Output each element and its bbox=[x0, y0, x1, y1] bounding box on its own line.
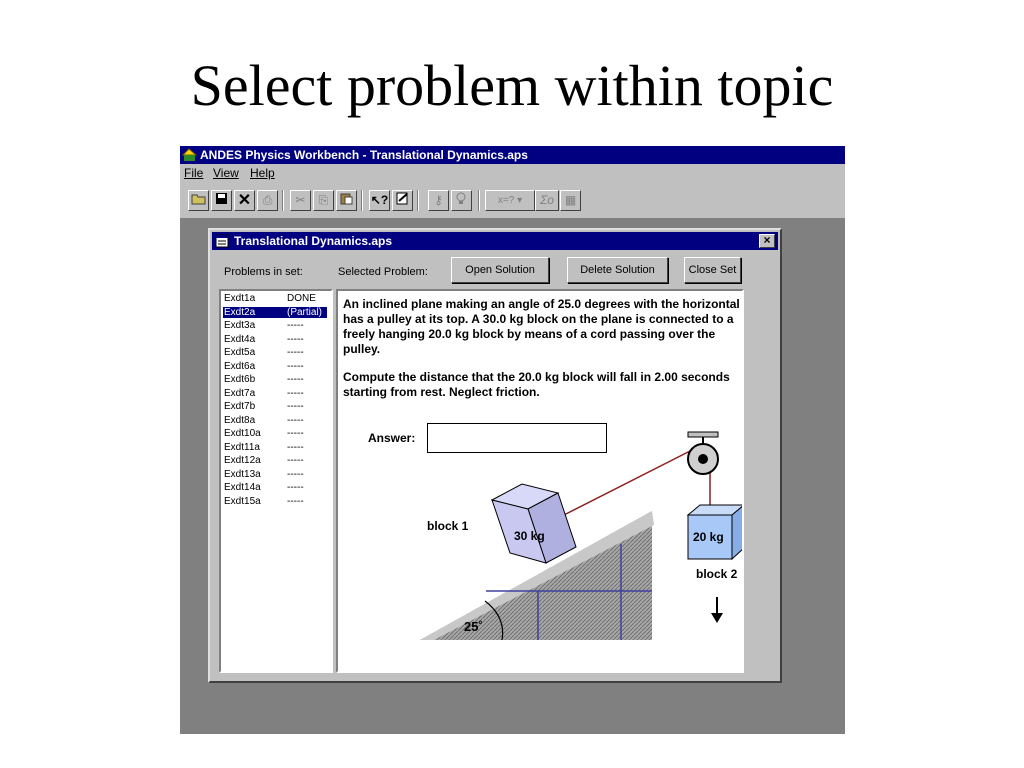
dialog-title: Translational Dynamics.aps bbox=[234, 234, 393, 248]
open-solution-button[interactable]: Open Solution bbox=[451, 257, 549, 283]
pulley-cord bbox=[560, 448, 696, 517]
menu-file[interactable]: File bbox=[184, 166, 204, 180]
problem-name: Exdt2a bbox=[224, 306, 256, 318]
equation-dropdown[interactable]: x=? ▾ bbox=[485, 190, 535, 211]
document-icon bbox=[215, 234, 229, 248]
open-folder-icon[interactable] bbox=[188, 190, 209, 211]
pulley-mount bbox=[688, 432, 718, 437]
problem-status: ----- bbox=[287, 347, 304, 358]
block2-right bbox=[732, 505, 742, 559]
lightbulb-icon[interactable] bbox=[451, 190, 472, 211]
menu-help[interactable]: Help bbox=[250, 166, 275, 180]
calculator-icon[interactable]: ▦ bbox=[560, 190, 581, 211]
problem-name: Exdt15a bbox=[224, 495, 261, 507]
problem-name: Exdt7b bbox=[224, 401, 256, 412]
problem-status: ----- bbox=[287, 333, 304, 345]
list-item[interactable] bbox=[223, 374, 327, 385]
list-item[interactable] bbox=[223, 442, 327, 453]
problem-name: Exdt5a bbox=[224, 347, 256, 358]
list-item[interactable] bbox=[223, 347, 327, 358]
save-icon[interactable] bbox=[211, 190, 232, 211]
problem-status: ----- bbox=[287, 468, 304, 480]
list-item[interactable] bbox=[223, 496, 327, 507]
list-item[interactable] bbox=[223, 455, 327, 466]
problem-name: Exdt4a bbox=[224, 333, 256, 345]
incline-diagram bbox=[338, 291, 742, 671]
toolbar-separator bbox=[361, 190, 363, 211]
list-item[interactable] bbox=[223, 469, 327, 480]
app-titlebar[interactable] bbox=[180, 146, 845, 164]
close-icon[interactable]: × bbox=[759, 234, 775, 248]
edit-note-icon[interactable] bbox=[392, 190, 413, 211]
angle-label: 25˚ bbox=[464, 619, 483, 634]
problems-in-set-label: Problems in set: bbox=[224, 266, 303, 278]
toolbar-separator bbox=[417, 190, 419, 211]
list-item[interactable] bbox=[223, 428, 327, 439]
problem-status: ----- bbox=[287, 455, 304, 466]
problem-name: Exdt1a bbox=[224, 293, 256, 304]
hint-icon[interactable]: ⚷ bbox=[428, 190, 449, 211]
close-set-button[interactable]: Close Set bbox=[684, 257, 741, 283]
problem-status: (Partial) bbox=[287, 306, 323, 318]
cut-icon[interactable]: ✂ bbox=[290, 190, 311, 211]
list-item[interactable] bbox=[223, 482, 327, 493]
problem-name: Exdt13a bbox=[224, 468, 261, 480]
problem-name: Exdt3a bbox=[224, 320, 256, 331]
answer-label: Answer: bbox=[368, 431, 416, 445]
problem-name: Exdt6a bbox=[224, 360, 256, 372]
list-item[interactable] bbox=[223, 334, 327, 345]
andes-logo-icon bbox=[182, 148, 197, 162]
problem-status: ----- bbox=[287, 428, 304, 439]
copy-icon[interactable]: ⎘ bbox=[313, 190, 334, 211]
dialog-titlebar[interactable] bbox=[212, 232, 778, 250]
problem-status: DONE bbox=[287, 293, 316, 304]
toolbar bbox=[180, 182, 845, 219]
problem-name: Exdt12a bbox=[224, 455, 261, 466]
selected-problem-label: Selected Problem: bbox=[338, 266, 428, 278]
problem-question: Compute the distance that the 20.0 kg block will fall in 2.00 seconds starting from rest. Neglect friction. bbox=[343, 370, 730, 399]
problem-set-dialog bbox=[208, 228, 782, 683]
andes-app-window bbox=[180, 146, 845, 734]
problem-status: ----- bbox=[287, 387, 304, 399]
sum-icon[interactable]: Σo bbox=[535, 190, 559, 211]
print-icon[interactable]: ⎙ bbox=[257, 190, 278, 211]
problem-name: Exdt10a bbox=[224, 428, 261, 439]
problem-status: ----- bbox=[287, 495, 304, 507]
pulley-hub bbox=[698, 454, 708, 464]
problem-status: ----- bbox=[287, 320, 304, 331]
list-item[interactable] bbox=[223, 415, 327, 426]
down-arrow-head bbox=[711, 613, 723, 623]
problem-list[interactable] bbox=[219, 289, 333, 673]
app-title: ANDES Physics Workbench - Translational Dynamics.aps bbox=[200, 148, 528, 162]
problem-pane bbox=[336, 289, 744, 673]
problem-name: Exdt6b bbox=[224, 374, 256, 385]
delete-solution-button[interactable]: Delete Solution bbox=[567, 257, 668, 283]
block2-label: block 2 bbox=[696, 567, 738, 581]
problem-status: ----- bbox=[287, 401, 304, 412]
paste-icon[interactable] bbox=[336, 190, 357, 211]
problem-status: ----- bbox=[287, 482, 304, 493]
slide-title: Select problem within topic bbox=[190, 53, 834, 118]
problem-text: An inclined plane making an angle of 25.0 degrees with the horizontal has a pulley at its top. A 30.0 kg block on the plane is connected to a freely hanging 20.0 kg block by means of a cord passing over the pulley. bbox=[343, 297, 740, 356]
block2-mass: 20 kg bbox=[693, 530, 724, 544]
toolbar-separator bbox=[478, 190, 480, 211]
delete-icon[interactable]: ✕ bbox=[234, 190, 255, 211]
list-item[interactable] bbox=[223, 293, 327, 304]
list-item[interactable] bbox=[223, 320, 327, 331]
problem-status: ----- bbox=[287, 441, 304, 453]
list-item[interactable] bbox=[223, 401, 327, 412]
menubar bbox=[180, 164, 845, 182]
problem-name: Exdt14a bbox=[224, 482, 261, 493]
help-pointer-icon[interactable]: ↖? bbox=[369, 190, 390, 211]
problem-status: ----- bbox=[287, 414, 304, 426]
problem-status: ----- bbox=[287, 374, 304, 385]
toolbar-separator bbox=[282, 190, 284, 211]
problem-name: Exdt11a bbox=[224, 441, 260, 453]
problem-status: ----- bbox=[287, 360, 304, 372]
list-item[interactable] bbox=[223, 361, 327, 372]
menu-view[interactable]: View bbox=[213, 166, 239, 180]
block1-mass: 30 kg bbox=[514, 529, 545, 543]
problem-name: Exdt8a bbox=[224, 414, 256, 426]
list-item[interactable] bbox=[223, 388, 327, 399]
problem-name: Exdt7a bbox=[224, 387, 256, 399]
list-item[interactable] bbox=[223, 307, 327, 318]
block1-label: block 1 bbox=[427, 519, 469, 533]
